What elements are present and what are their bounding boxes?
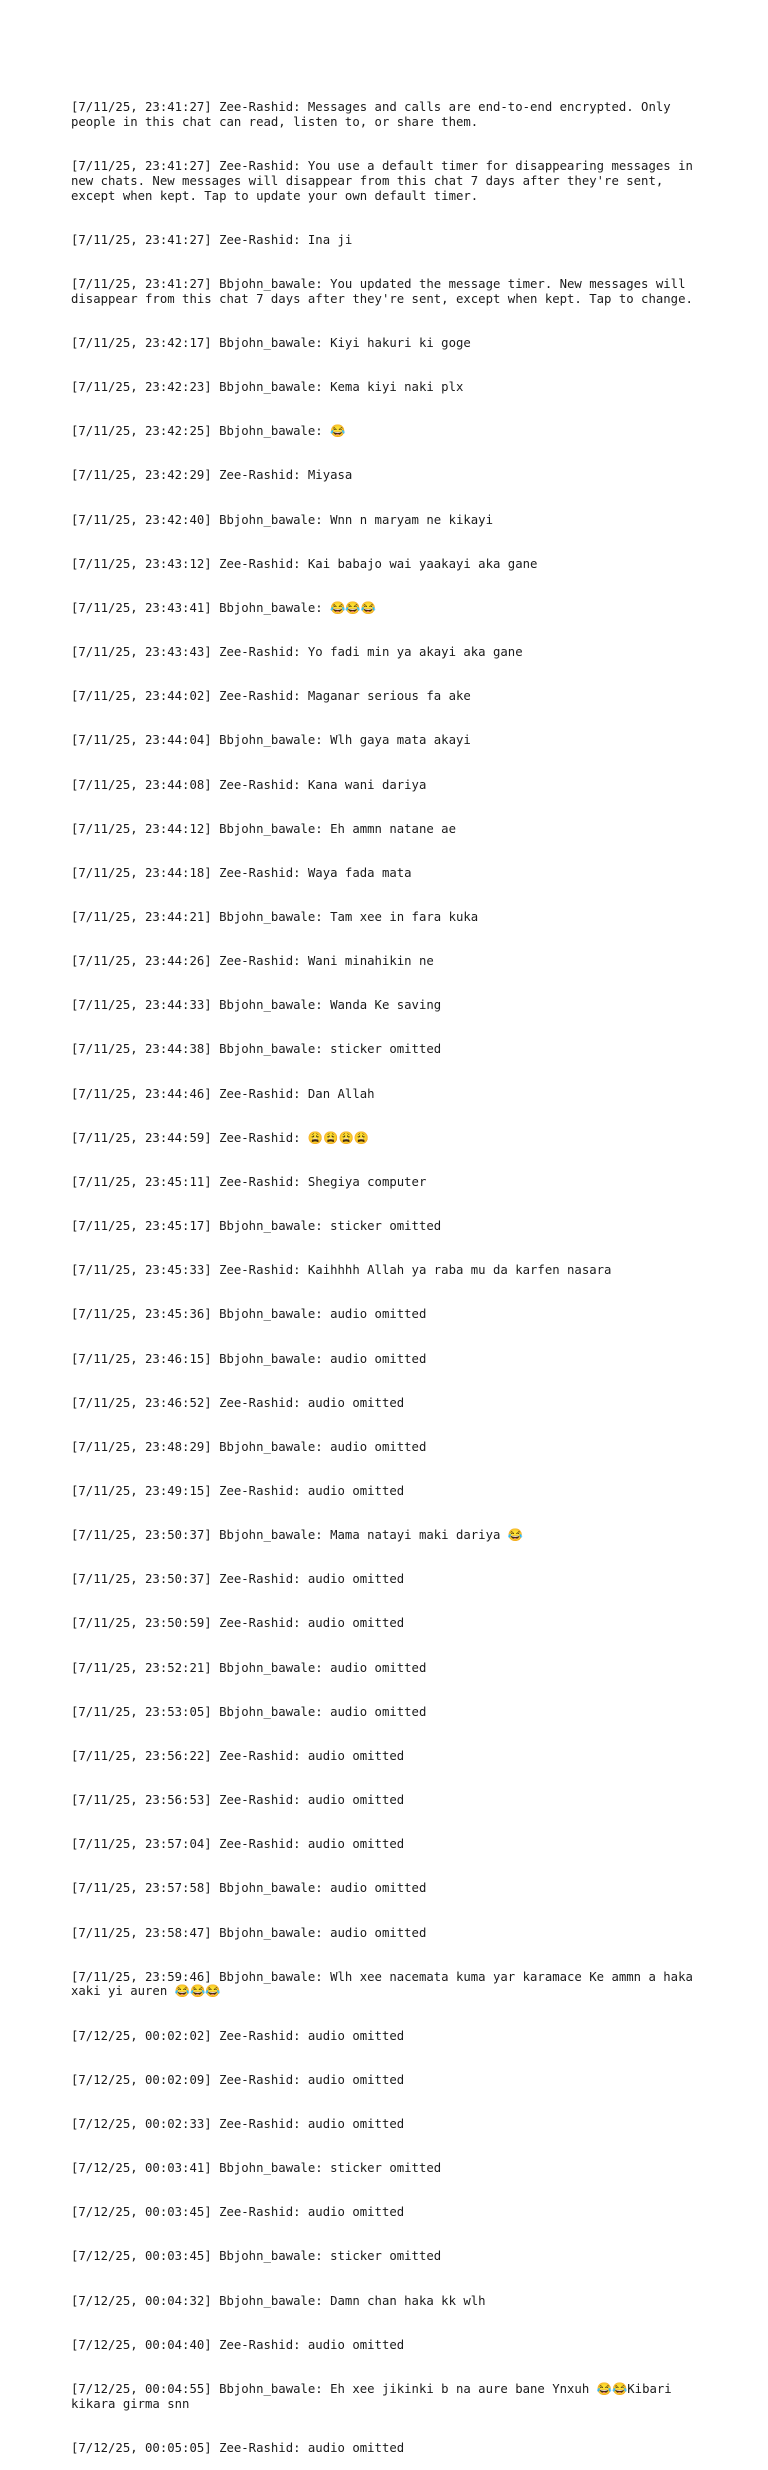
- chat-line: [7/12/25, 00:03:45] Zee-Rashid: audio omitted: [71, 2205, 405, 2220]
- chat-line: [7/11/25, 23:56:53] Zee-Rashid: audio omitted: [71, 1793, 405, 1808]
- chat-line: [7/12/25, 00:02:09] Zee-Rashid: audio omitted: [71, 2072, 405, 2087]
- chat-line: [7/11/25, 23:57:04] Zee-Rashid: audio omitted: [71, 1837, 405, 1852]
- chat-line: [7/11/25, 23:44:12] Bbjohn_bawale: Eh ammn natane ae: [71, 821, 456, 836]
- chat-line: [7/11/25, 23:50:37] Bbjohn_bawale: Mama natayi maki dariya 😂: [71, 1528, 524, 1543]
- chat-line: [7/12/25, 00:03:41] Bbjohn_bawale: sticker omitted: [71, 2161, 442, 2176]
- chat-line: [7/11/25, 23:48:29] Bbjohn_bawale: audio omitted: [71, 1439, 427, 1454]
- chat-line: [7/11/25, 23:42:17] Bbjohn_bawale: Kiyi hakuri ki goge: [71, 335, 471, 350]
- chat-line: [7/11/25, 23:43:41] Bbjohn_bawale: 😂😂😂: [71, 600, 377, 615]
- chat-line: [7/11/25, 23:53:05] Bbjohn_bawale: audio omitted: [71, 1704, 427, 1719]
- chat-line: [7/11/25, 23:57:58] Bbjohn_bawale: audio omitted: [71, 1881, 427, 1896]
- chat-line: [7/12/25, 00:03:45] Bbjohn_bawale: sticker omitted: [71, 2249, 442, 2264]
- chat-line: [7/12/25, 00:02:33] Zee-Rashid: audio omitted: [71, 2116, 405, 2131]
- chat-line: [7/11/25, 23:41:27] Zee-Rashid: Messages and calls are end-to-end encrypted. Only people in this chat can read, listen to, or share them.: [71, 100, 679, 130]
- chat-line: [7/11/25, 23:44:04] Bbjohn_bawale: Wlh gaya mata akayi: [71, 733, 471, 748]
- chat-line: [7/11/25, 23:43:43] Zee-Rashid: Yo fadi min ya akayi aka gane: [71, 645, 523, 660]
- chat-line: [7/12/25, 00:02:02] Zee-Rashid: audio omitted: [71, 2028, 405, 2043]
- chat-line: [7/11/25, 23:44:18] Zee-Rashid: Waya fada mata: [71, 865, 412, 880]
- chat-line: [7/11/25, 23:44:59] Zee-Rashid: 😩😩😩😩: [71, 1130, 370, 1145]
- chat-line: [7/11/25, 23:44:08] Zee-Rashid: Kana wani dariya: [71, 777, 427, 792]
- chat-line: [7/11/25, 23:44:38] Bbjohn_bawale: sticker omitted: [71, 1042, 442, 1057]
- chat-line: [7/11/25, 23:42:23] Bbjohn_bawale: Kema kiyi naki plx: [71, 380, 464, 395]
- chat-line: [7/12/25, 00:04:32] Bbjohn_bawale: Damn chan haka kk wlh: [71, 2293, 486, 2308]
- chat-line: [7/11/25, 23:42:25] Bbjohn_bawale: 😂: [71, 424, 346, 439]
- chat-line: [7/11/25, 23:50:59] Zee-Rashid: audio omitted: [71, 1616, 405, 1631]
- chat-line: [7/11/25, 23:42:29] Zee-Rashid: Miyasa: [71, 468, 353, 483]
- chat-line: [7/11/25, 23:45:33] Zee-Rashid: Kaihhhh Allah ya raba mu da karfen nasara: [71, 1263, 612, 1278]
- chat-line: [7/11/25, 23:44:33] Bbjohn_bawale: Wanda Ke saving: [71, 998, 442, 1013]
- chat-line: [7/11/25, 23:46:52] Zee-Rashid: audio omitted: [71, 1395, 405, 1410]
- chat-line: [7/11/25, 23:44:26] Zee-Rashid: Wani minahikin ne: [71, 954, 434, 969]
- chat-line: [7/11/25, 23:41:27] Zee-Rashid: You use a default timer for disappearing messages in new chats. New messages will disappear from this chat 7 days after they're sent, except when kept. Tap to update your own default timer.: [71, 159, 701, 203]
- chat-line: [7/11/25, 23:49:15] Zee-Rashid: audio omitted: [71, 1484, 405, 1498]
- chat-line: [7/11/25, 23:42:40] Bbjohn_bawale: Wnn n maryam ne kikayi: [71, 512, 493, 527]
- chat-line: [7/12/25, 00:04:55] Bbjohn_bawale: Eh xee jikinki b na aure bane Ynxuh 😂😂Kibari kikara girma snn: [71, 2381, 680, 2411]
- chat-line: [7/11/25, 23:44:46] Zee-Rashid: Dan Allah: [71, 1086, 375, 1101]
- chat-line: [7/11/25, 23:50:37] Zee-Rashid: audio omitted: [71, 1572, 405, 1587]
- chat-line: [7/11/25, 23:45:17] Bbjohn_bawale: sticker omitted: [71, 1219, 442, 1234]
- chat-line: [7/11/25, 23:41:27] Zee-Rashid: Ina ji: [71, 232, 353, 247]
- chat-line: [7/11/25, 23:56:22] Zee-Rashid: audio omitted: [71, 1748, 405, 1763]
- chat-line: [7/12/25, 00:04:40] Zee-Rashid: audio omitted: [71, 2337, 405, 2352]
- chat-line: [7/12/25, 00:05:05] Zee-Rashid: audio omitted: [71, 2440, 405, 2455]
- chat-line: [7/11/25, 23:58:47] Bbjohn_bawale: audio omitted: [71, 1925, 427, 1940]
- chat-line: [7/11/25, 23:41:27] Bbjohn_bawale: You updated the message timer. New messages will disappear from this chat 7 days after they're sent, except when kept. Tap to change.: [71, 277, 693, 306]
- chat-line: [7/11/25, 23:45:36] Bbjohn_bawale: audio omitted: [71, 1307, 427, 1322]
- chat-export-text: [71, 71, 711, 2470]
- chat-line: [7/11/25, 23:59:46] Bbjohn_bawale: Wlh xee nacemata kuma yar karamace Ke ammn a haka xaki yi auren 😂😂😂: [71, 1969, 701, 1999]
- chat-line: [7/11/25, 23:45:11] Zee-Rashid: Shegiya computer: [71, 1174, 427, 1189]
- chat-line: [7/11/25, 23:52:21] Bbjohn_bawale: audio omitted: [71, 1660, 427, 1675]
- chat-line: [7/11/25, 23:46:15] Bbjohn_bawale: audio omitted: [71, 1351, 427, 1366]
- chat-line: [7/11/25, 23:44:02] Zee-Rashid: Maganar serious fa ake: [71, 689, 471, 704]
- chat-line: [7/11/25, 23:43:12] Zee-Rashid: Kai babajo wai yaakayi aka gane: [71, 556, 538, 571]
- chat-line: [7/11/25, 23:44:21] Bbjohn_bawale: Tam xee in fara kuka: [71, 909, 479, 924]
